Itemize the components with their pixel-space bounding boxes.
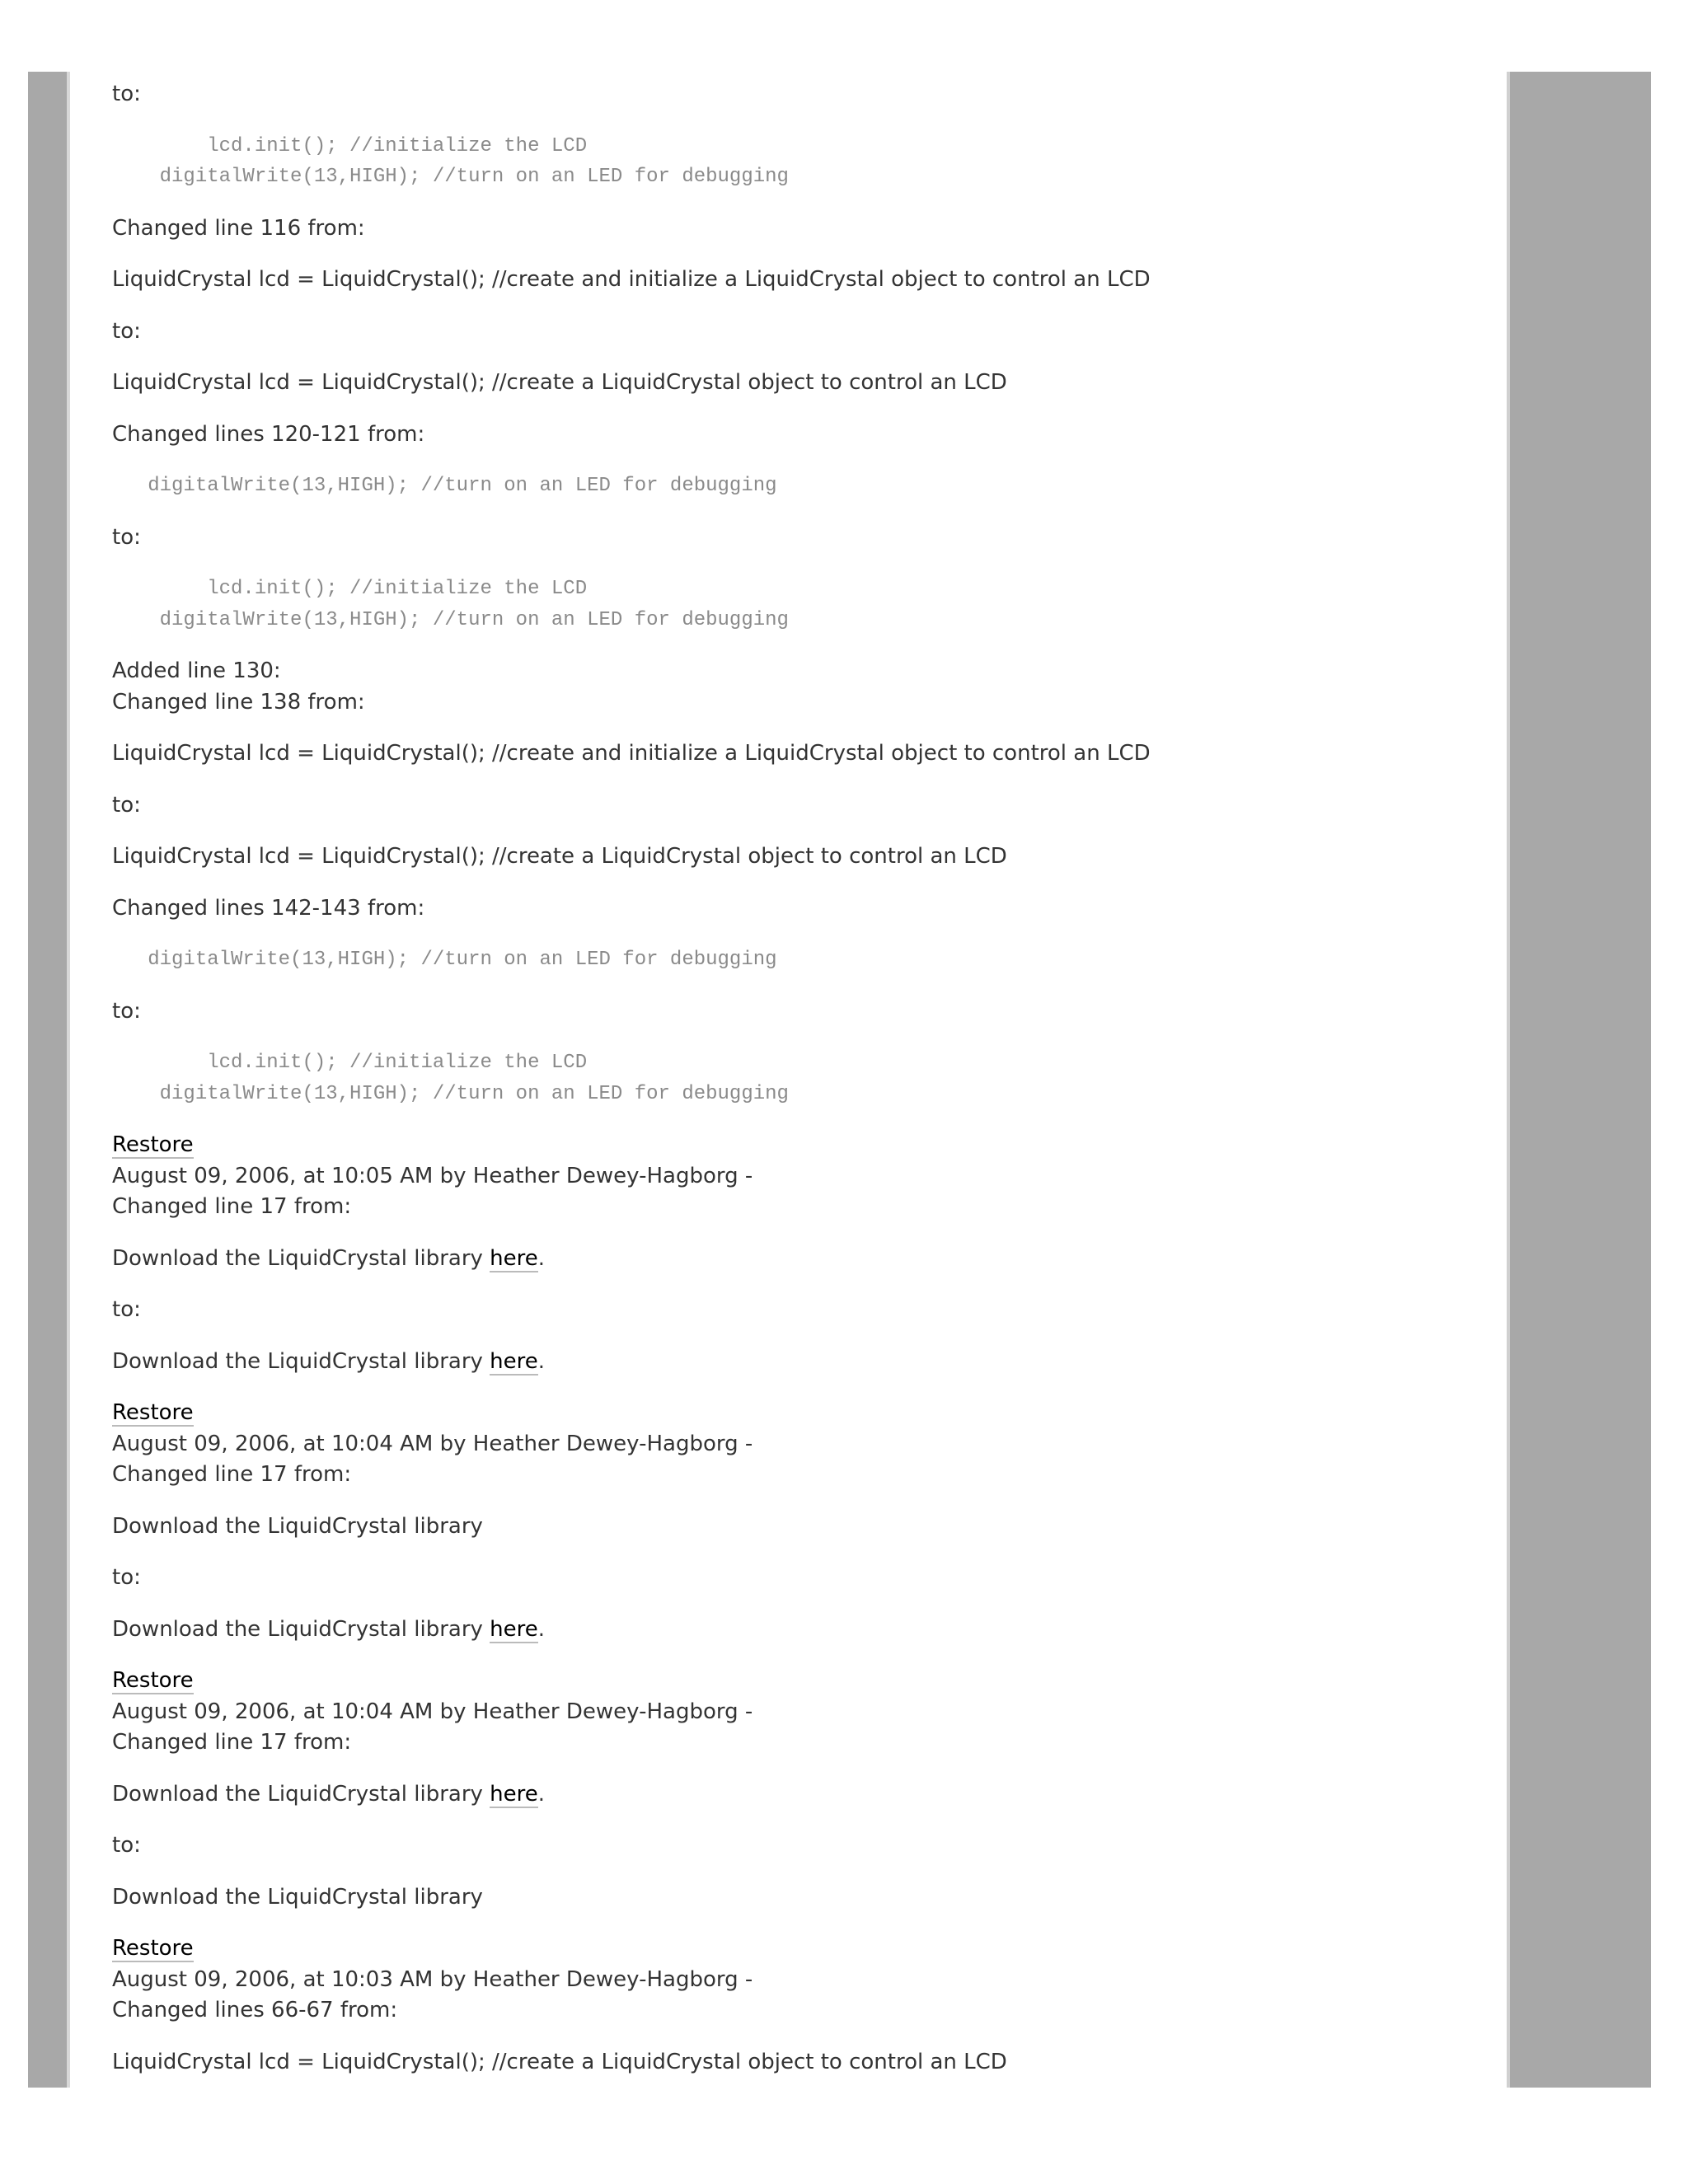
diff-line: LiquidCrystal lcd = LiquidCrystal(); //create a LiquidCrystal object to control an LCD	[112, 2049, 1007, 2074]
code-block	[112, 471, 1497, 502]
diff-label: Changed lines 142-143 from:	[112, 895, 425, 921]
left-sidebar	[28, 72, 70, 2088]
here-link[interactable]: here	[490, 1348, 538, 1374]
diff-label: to:	[112, 792, 141, 818]
restore-link[interactable]: Restore	[112, 1400, 194, 1425]
code-line: digitalWrite(13,HIGH); //turn on an LED for debugging	[112, 166, 789, 188]
period: .	[537, 1348, 546, 1374]
diff-line	[112, 1347, 1497, 1378]
here-link[interactable]: here	[490, 1781, 538, 1807]
code-block	[112, 131, 1497, 193]
diff-label: to:	[112, 318, 141, 344]
diff-label: to:	[112, 82, 141, 106]
code-line: lcd.init(); //initialize the LCD	[112, 134, 588, 157]
diff-label: to:	[112, 524, 141, 550]
restore-row	[112, 1398, 1497, 1429]
diff-label: Changed line 138 from:	[112, 689, 365, 715]
diff-line	[112, 1779, 1497, 1811]
period: .	[537, 1781, 546, 1807]
diff-label: to:	[112, 1565, 141, 1590]
diff-line-text: Download the LiquidCrystal library	[112, 1348, 490, 1374]
diff-label: Changed lines 66-67 from:	[112, 1998, 398, 2022]
diff-label: to:	[112, 1833, 141, 1858]
diff-label: Changed line 17 from:	[112, 1730, 352, 1755]
restore-row	[112, 1130, 1497, 1161]
period: .	[537, 1245, 546, 1271]
code-line: digitalWrite(13,HIGH); //turn on an LED for debugging	[112, 1082, 789, 1105]
diff-line: LiquidCrystal lcd = LiquidCrystal(); //create a LiquidCrystal object to control an LCD	[112, 844, 1007, 869]
diff-label: Changed line 17 from:	[112, 1194, 352, 1219]
diff-line	[112, 1615, 1497, 1646]
restore-link[interactable]: Restore	[112, 1132, 194, 1157]
revision-meta: August 09, 2006, at 10:04 AM by Heather Dewey-Hagborg -	[112, 1699, 753, 1724]
diff-label: Changed line 116 from:	[112, 215, 365, 241]
diff-label: Changed lines 120-121 from:	[112, 421, 425, 447]
here-link[interactable]: here	[490, 1245, 538, 1271]
diff-label: Changed line 17 from:	[112, 1462, 352, 1487]
code-block	[112, 944, 1497, 976]
diff-line-text: Download the LiquidCrystal library	[112, 1781, 490, 1807]
code-block	[112, 574, 1497, 635]
diff-label: to:	[112, 998, 141, 1024]
diff-line: LiquidCrystal lcd = LiquidCrystal(); //create and initialize a LiquidCrystal object to control an LCD	[112, 741, 1151, 766]
diff-line: LiquidCrystal lcd = LiquidCrystal(); //create and initialize a LiquidCrystal object to control an LCD	[112, 267, 1151, 292]
revision-meta: August 09, 2006, at 10:05 AM by Heather Dewey-Hagborg -	[112, 1163, 753, 1188]
here-link[interactable]: here	[490, 1616, 538, 1642]
revision-meta: August 09, 2006, at 10:03 AM by Heather Dewey-Hagborg -	[112, 1966, 753, 1992]
code-line: lcd.init(); //initialize the LCD	[112, 578, 588, 600]
diff-line: Download the LiquidCrystal library	[112, 1513, 483, 1539]
restore-row	[112, 1933, 1497, 1965]
code-line: digitalWrite(13,HIGH); //turn on an LED for debugging	[112, 608, 789, 631]
code-line: digitalWrite(13,HIGH); //turn on an LED for debugging	[112, 949, 777, 971]
diff-line	[112, 1244, 1497, 1275]
period: .	[537, 1616, 546, 1642]
code-line: digitalWrite(13,HIGH); //turn on an LED for debugging	[112, 475, 777, 497]
restore-link[interactable]: Restore	[112, 1668, 194, 1693]
diff-line-text: Download the LiquidCrystal library	[112, 1616, 490, 1642]
diff-line: LiquidCrystal lcd = LiquidCrystal(); //create a LiquidCrystal object to control an LCD	[112, 370, 1007, 395]
right-sidebar	[1507, 72, 1651, 2088]
diff-line: Download the LiquidCrystal library	[112, 1884, 483, 1910]
diff-label: to:	[112, 1297, 141, 1322]
restore-link[interactable]: Restore	[112, 1936, 194, 1961]
revision-meta: August 09, 2006, at 10:04 AM by Heather Dewey-Hagborg -	[112, 1431, 753, 1456]
restore-row	[112, 1666, 1497, 1697]
code-block	[112, 1047, 1497, 1109]
code-line: lcd.init(); //initialize the LCD	[112, 1052, 588, 1074]
diff-label: Added line 130:	[112, 658, 281, 683]
diff-line-text: Download the LiquidCrystal library	[112, 1245, 490, 1271]
page-history-content	[112, 79, 1497, 2098]
